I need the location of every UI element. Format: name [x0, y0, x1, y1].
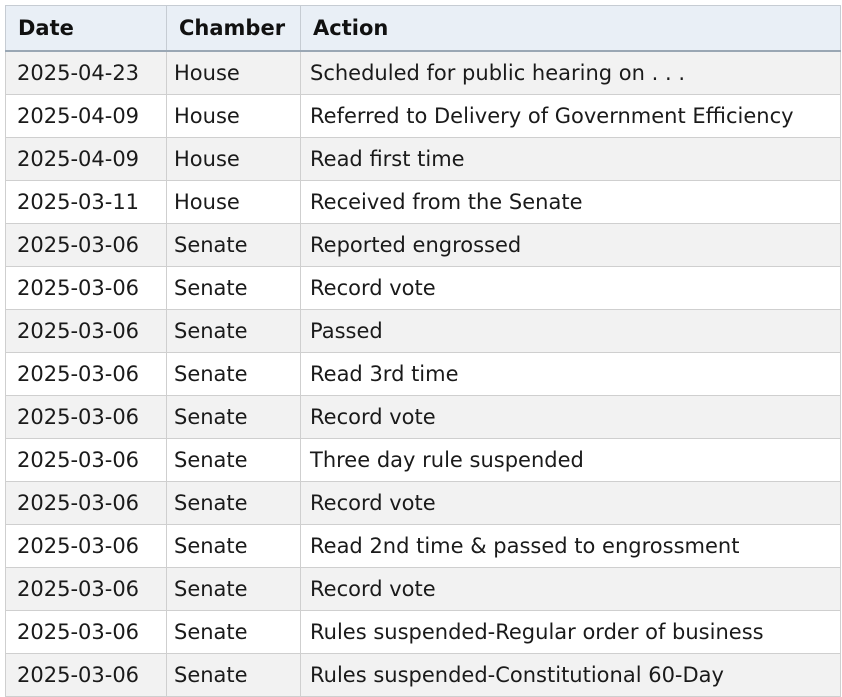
chamber-cell: Senate [167, 654, 301, 697]
table-row [6, 310, 841, 353]
date-cell: 2025-03-06 [6, 654, 167, 697]
date-cell: 2025-03-06 [6, 353, 167, 396]
chamber-cell: Senate [167, 396, 301, 439]
chamber-cell: House [167, 181, 301, 224]
table-body [6, 51, 841, 697]
date-cell: 2025-03-06 [6, 310, 167, 353]
chamber-cell: Senate [167, 353, 301, 396]
action-cell: Record vote [301, 568, 841, 611]
bill-actions-table [5, 5, 841, 697]
date-cell: 2025-03-06 [6, 396, 167, 439]
date-cell: 2025-04-23 [6, 51, 167, 95]
table-row [6, 611, 841, 654]
chamber-cell: Senate [167, 267, 301, 310]
table-row [6, 654, 841, 697]
table-row [6, 181, 841, 224]
column-header-chamber[interactable]: Chamber [167, 6, 301, 52]
action-cell: Record vote [301, 396, 841, 439]
table-row [6, 396, 841, 439]
action-cell: Read first time [301, 138, 841, 181]
table-row [6, 95, 841, 138]
table-row [6, 353, 841, 396]
action-cell: Rules suspended-Regular order of business [301, 611, 841, 654]
action-cell: Three day rule suspended [301, 439, 841, 482]
column-header-action[interactable]: Action [301, 6, 841, 52]
table-row [6, 439, 841, 482]
action-cell: Passed [301, 310, 841, 353]
table-row [6, 525, 841, 568]
action-cell: Received from the Senate [301, 181, 841, 224]
action-cell: Referred to Delivery of Government Efficiency [301, 95, 841, 138]
table-row [6, 267, 841, 310]
table-header [6, 6, 841, 52]
date-cell: 2025-03-06 [6, 224, 167, 267]
date-cell: 2025-03-06 [6, 525, 167, 568]
table-row [6, 568, 841, 611]
action-cell: Rules suspended-Constitutional 60-Day [301, 654, 841, 697]
table-row [6, 51, 841, 95]
date-cell: 2025-03-06 [6, 482, 167, 525]
chamber-cell: Senate [167, 482, 301, 525]
table-row [6, 224, 841, 267]
date-cell: 2025-04-09 [6, 138, 167, 181]
date-cell: 2025-03-11 [6, 181, 167, 224]
action-cell: Read 3rd time [301, 353, 841, 396]
action-cell: Record vote [301, 482, 841, 525]
date-cell: 2025-03-06 [6, 611, 167, 654]
date-cell: 2025-03-06 [6, 267, 167, 310]
table-row [6, 482, 841, 525]
chamber-cell: Senate [167, 525, 301, 568]
table-row [6, 138, 841, 181]
chamber-cell: Senate [167, 439, 301, 482]
action-cell: Record vote [301, 267, 841, 310]
action-cell: Read 2nd time & passed to engrossment [301, 525, 841, 568]
chamber-cell: House [167, 51, 301, 95]
bill-actions-table-container [5, 5, 840, 697]
action-cell: Scheduled for public hearing on . . . [301, 51, 841, 95]
chamber-cell: Senate [167, 224, 301, 267]
chamber-cell: House [167, 138, 301, 181]
date-cell: 2025-03-06 [6, 568, 167, 611]
header-row [6, 6, 841, 52]
chamber-cell: House [167, 95, 301, 138]
chamber-cell: Senate [167, 310, 301, 353]
action-cell: Reported engrossed [301, 224, 841, 267]
chamber-cell: Senate [167, 611, 301, 654]
date-cell: 2025-04-09 [6, 95, 167, 138]
chamber-cell: Senate [167, 568, 301, 611]
date-cell: 2025-03-06 [6, 439, 167, 482]
column-header-date[interactable]: Date [6, 6, 167, 52]
